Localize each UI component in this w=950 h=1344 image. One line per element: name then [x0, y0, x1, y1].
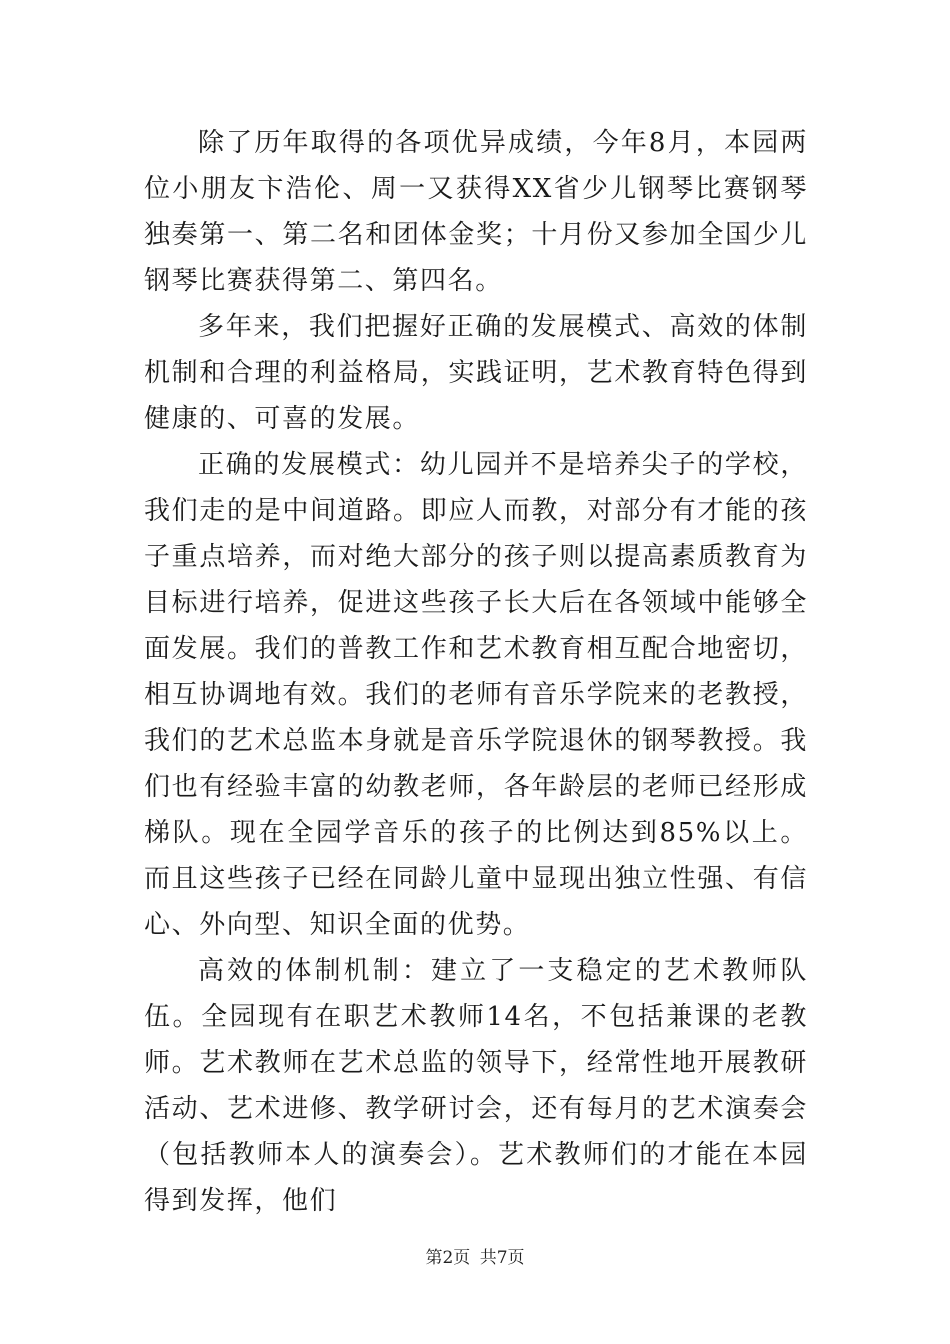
paragraph-overview: 多年来，我们把握好正确的发展模式、高效的体制机制和合理的利益格局，实践证明，艺术教育特色得到健康的、可喜的发展。	[144, 312, 808, 434]
paragraph-achievements: 除了历年取得的各项优异成绩，今年8月，本园两位小朋友卞浩伦、周一又获得XX省少儿钢琴比赛钢琴独奏第一、第二名和团体金奖；十月份又参加全国少儿钢琴比赛获得第二、第四名。	[144, 128, 808, 296]
document-body	[144, 120, 808, 1224]
page-number: 第2页	[425, 1248, 471, 1268]
paragraph-institutional-mechanism: 高效的体制机制：建立了一支稳定的艺术教师队伍。全园现有在职艺术教师14名，不包括兼课的老教师。艺术教师在艺术总监的领导下，经常性地开展教研活动、艺术进修、教学研讨会，还有每月的艺术演奏会（包括教师本人的演奏会）。艺术教师们的才能在本园得到发挥，他们	[144, 956, 808, 1216]
page-total: 共7页	[479, 1248, 525, 1268]
paragraph-development-model: 正确的发展模式：幼儿园并不是培养尖子的学校，我们走的是中间道路。即应人而教，对部分有才能的孩子重点培养，而对绝大部分的孩子则以提高素质教育为目标进行培养，促进这些孩子长大后在各领域中能够全面发展。我们的普教工作和艺术教育相互配合地密切，相互协调地有效。我们的老师有音乐学院来的老教授，我们的艺术总监本身就是音乐学院退休的钢琴教授。我们也有经验丰富的幼教老师，各年龄层的老师已经形成梯队。现在全园学音乐的孩子的比例达到85%以上。而且这些孩子已经在同龄儿童中显现出独立性强、有信心、外向型、知识全面的优势。	[144, 450, 808, 940]
page-footer	[0, 1246, 950, 1270]
